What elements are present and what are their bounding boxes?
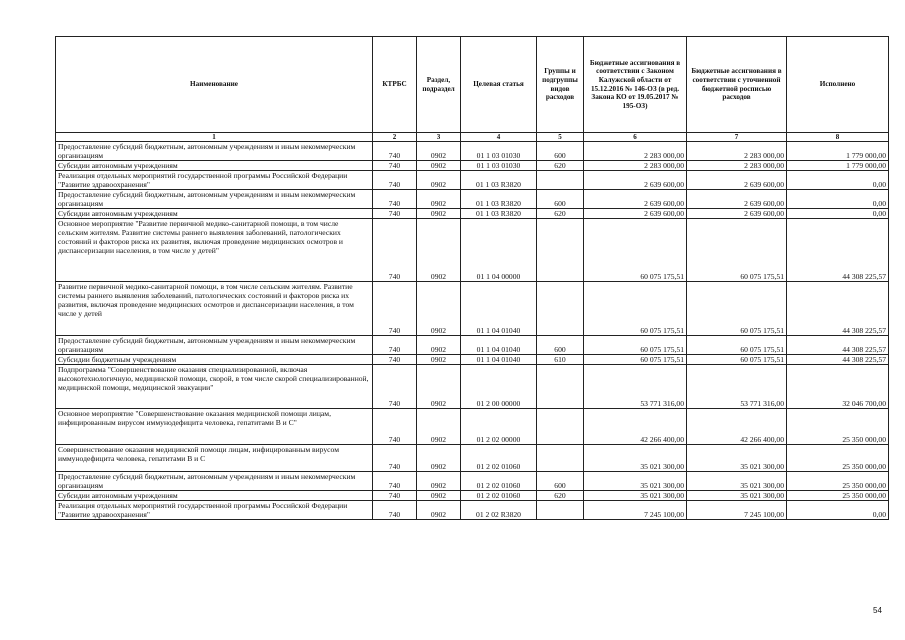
header-name: Наименование [56, 37, 373, 133]
row-ktrbs: 740 [373, 142, 417, 161]
row-refined: 2 639 600,00 [687, 190, 787, 209]
row-done: 0,00 [787, 171, 889, 190]
row-budget: 2 639 600,00 [584, 209, 687, 219]
row-refined: 60 075 175,51 [687, 282, 787, 336]
row-name: Субсидии автономным учреждениям [56, 209, 373, 219]
row-target: 01 1 04 01040 [461, 355, 537, 365]
row-budget: 35 021 300,00 [584, 445, 687, 472]
row-name: Развитие первичной медико-санитарной помощи, в том числе сельским жителям. Развитие системы раннего выявления заболеваний, патологических состояний и факторов риска их развития, включая проведение медицинских осмотров и диспансеризации населения, в том числе у детей [56, 282, 373, 336]
row-razdel: 0902 [417, 472, 461, 491]
row-target: 01 2 00 00000 [461, 365, 537, 409]
row-ktrbs: 740 [373, 355, 417, 365]
table-row [56, 501, 889, 520]
row-name: Основное мероприятие "Совершенствование оказания медицинской помощи лицам, инфицированным вирусом иммунодефицита человека, гепатитами В и С" [56, 409, 373, 445]
table-row [56, 365, 889, 409]
row-name: Субсидии бюджетным учреждениям [56, 355, 373, 365]
row-done: 1 779 000,00 [787, 161, 889, 171]
row-done: 44 308 225,57 [787, 355, 889, 365]
row-target: 01 1 04 01040 [461, 282, 537, 336]
table-row [56, 142, 889, 161]
row-razdel: 0902 [417, 336, 461, 355]
row-group [537, 409, 584, 445]
table-row [56, 171, 889, 190]
table-row [56, 445, 889, 472]
row-done: 25 350 000,00 [787, 445, 889, 472]
row-target: 01 2 02 01060 [461, 491, 537, 501]
row-target: 01 2 02 01060 [461, 445, 537, 472]
row-refined: 2 639 600,00 [687, 171, 787, 190]
row-name: Субсидии автономным учреждениям [56, 161, 373, 171]
row-razdel: 0902 [417, 491, 461, 501]
row-done: 25 350 000,00 [787, 472, 889, 491]
row-name: Предоставление субсидий бюджетным, автономным учреждениям и иным некоммерческим организациям [56, 336, 373, 355]
header-done: Исполнено [787, 37, 889, 133]
table-row [56, 190, 889, 209]
row-group [537, 501, 584, 520]
row-refined: 42 266 400,00 [687, 409, 787, 445]
row-razdel: 0902 [417, 501, 461, 520]
table-row [56, 219, 889, 282]
row-refined: 60 075 175,51 [687, 219, 787, 282]
row-name: Предоставление субсидий бюджетным, автономным учреждениям и иным некоммерческим организациям [56, 472, 373, 491]
header-refined: Бюджетные ассигнования в соответствии с уточненной бюджетной росписью расходов [687, 37, 787, 133]
row-target: 01 2 02 R3820 [461, 501, 537, 520]
row-target: 01 1 03 R3820 [461, 171, 537, 190]
header-razdel: Раздел, подраздел [417, 37, 461, 133]
row-ktrbs: 740 [373, 190, 417, 209]
table-row [56, 209, 889, 219]
row-group [537, 219, 584, 282]
row-group: 600 [537, 142, 584, 161]
row-budget: 2 283 000,00 [584, 161, 687, 171]
row-group: 620 [537, 209, 584, 219]
row-group [537, 282, 584, 336]
row-target: 01 2 02 01060 [461, 472, 537, 491]
row-refined: 2 283 000,00 [687, 142, 787, 161]
row-ktrbs: 740 [373, 336, 417, 355]
header-row [56, 37, 889, 133]
row-target: 01 1 03 01030 [461, 161, 537, 171]
row-name: Реализация отдельных мероприятий государственной программы Российской Федерации "Развитие здравоохранения" [56, 501, 373, 520]
row-name: Подпрограмма "Совершенствование оказания специализированной, включая высокотехнологичную, медицинской помощи, скорой, в том числе скорой специализированной, медицинской помощи, медицинской эвакуации" [56, 365, 373, 409]
row-done: 25 350 000,00 [787, 409, 889, 445]
row-razdel: 0902 [417, 219, 461, 282]
table-row [56, 409, 889, 445]
row-target: 01 1 04 00000 [461, 219, 537, 282]
row-budget: 60 075 175,51 [584, 355, 687, 365]
row-budget: 2 639 600,00 [584, 171, 687, 190]
row-budget: 42 266 400,00 [584, 409, 687, 445]
row-refined: 53 771 316,00 [687, 365, 787, 409]
row-done: 32 046 700,00 [787, 365, 889, 409]
page-number: 54 [873, 606, 882, 615]
row-ktrbs: 740 [373, 472, 417, 491]
column-number: 6 [584, 133, 687, 142]
column-number: 8 [787, 133, 889, 142]
budget-table [55, 36, 889, 520]
row-done: 0,00 [787, 190, 889, 209]
row-name: Основное мероприятие "Развитие первичной медико-санитарной помощи, в том числе сельским жителям. Развитие системы раннего выявления заболеваний, патологических состояний и факторов риска их развития, включая проведение медицинских осмотров и диспансеризации населения, в том числе у детей" [56, 219, 373, 282]
row-ktrbs: 740 [373, 161, 417, 171]
row-budget: 60 075 175,51 [584, 336, 687, 355]
row-razdel: 0902 [417, 355, 461, 365]
row-done: 44 308 225,57 [787, 219, 889, 282]
header-target: Целевая статья [461, 37, 537, 133]
row-razdel: 0902 [417, 161, 461, 171]
row-group [537, 365, 584, 409]
row-done: 44 308 225,57 [787, 336, 889, 355]
row-budget: 2 283 000,00 [584, 142, 687, 161]
row-name: Совершенствование оказания медицинской помощи лицам, инфицированным вирусом иммунодефицита человека, гепатитами В и С [56, 445, 373, 472]
row-name: Предоставление субсидий бюджетным, автономным учреждениям и иным некоммерческим организациям [56, 142, 373, 161]
column-number: 2 [373, 133, 417, 142]
row-done: 1 779 000,00 [787, 142, 889, 161]
row-done: 0,00 [787, 209, 889, 219]
row-ktrbs: 740 [373, 209, 417, 219]
row-ktrbs: 740 [373, 501, 417, 520]
row-group: 620 [537, 491, 584, 501]
row-ktrbs: 740 [373, 282, 417, 336]
table-row [56, 491, 889, 501]
row-refined: 35 021 300,00 [687, 445, 787, 472]
row-target: 01 1 03 01030 [461, 142, 537, 161]
row-razdel: 0902 [417, 282, 461, 336]
row-done: 0,00 [787, 501, 889, 520]
row-razdel: 0902 [417, 445, 461, 472]
column-number: 4 [461, 133, 537, 142]
row-name: Предоставление субсидий бюджетным, автономным учреждениям и иным некоммерческим организациям [56, 190, 373, 209]
row-refined: 35 021 300,00 [687, 491, 787, 501]
column-number-row [56, 133, 889, 142]
row-refined: 60 075 175,51 [687, 336, 787, 355]
header-group: Группы и подгруппы видов расходов [537, 37, 584, 133]
row-name: Субсидии автономным учреждениям [56, 491, 373, 501]
table-body [56, 142, 889, 520]
row-razdel: 0902 [417, 365, 461, 409]
row-ktrbs: 740 [373, 365, 417, 409]
row-done: 25 350 000,00 [787, 491, 889, 501]
row-group [537, 171, 584, 190]
column-number: 5 [537, 133, 584, 142]
row-target: 01 1 04 01040 [461, 336, 537, 355]
row-target: 01 1 03 R3820 [461, 190, 537, 209]
table-row [56, 336, 889, 355]
row-razdel: 0902 [417, 190, 461, 209]
header-budget: Бюджетные ассигнования в соответствии с Законом Калужской области от 15.12.2016 № 146-ОЗ (в ред. Закона КО от 19.05.2017 № 195-ОЗ) [584, 37, 687, 133]
row-refined: 60 075 175,51 [687, 355, 787, 365]
row-group: 600 [537, 190, 584, 209]
row-group: 620 [537, 161, 584, 171]
row-ktrbs: 740 [373, 409, 417, 445]
row-budget: 60 075 175,51 [584, 219, 687, 282]
row-razdel: 0902 [417, 209, 461, 219]
column-number: 7 [687, 133, 787, 142]
row-refined: 7 245 100,00 [687, 501, 787, 520]
column-number: 1 [56, 133, 373, 142]
row-budget: 2 639 600,00 [584, 190, 687, 209]
row-budget: 53 771 316,00 [584, 365, 687, 409]
row-razdel: 0902 [417, 142, 461, 161]
row-razdel: 0902 [417, 409, 461, 445]
row-budget: 7 245 100,00 [584, 501, 687, 520]
table-row [56, 161, 889, 171]
header-ktrbs: КТРБС [373, 37, 417, 133]
row-group: 600 [537, 336, 584, 355]
row-refined: 2 639 600,00 [687, 209, 787, 219]
table-row [56, 472, 889, 491]
row-done: 44 308 225,57 [787, 282, 889, 336]
table-row [56, 282, 889, 336]
row-budget: 35 021 300,00 [584, 472, 687, 491]
row-ktrbs: 740 [373, 171, 417, 190]
row-ktrbs: 740 [373, 445, 417, 472]
row-budget: 35 021 300,00 [584, 491, 687, 501]
row-group: 610 [537, 355, 584, 365]
row-budget: 60 075 175,51 [584, 282, 687, 336]
row-refined: 35 021 300,00 [687, 472, 787, 491]
row-group [537, 445, 584, 472]
row-target: 01 2 02 00000 [461, 409, 537, 445]
row-ktrbs: 740 [373, 219, 417, 282]
table-row [56, 355, 889, 365]
row-refined: 2 283 000,00 [687, 161, 787, 171]
row-target: 01 1 03 R3820 [461, 209, 537, 219]
row-razdel: 0902 [417, 171, 461, 190]
row-name: Реализация отдельных мероприятий государственной программы Российской Федерации "Развитие здравоохранения" [56, 171, 373, 190]
column-number: 3 [417, 133, 461, 142]
row-group: 600 [537, 472, 584, 491]
row-ktrbs: 740 [373, 491, 417, 501]
